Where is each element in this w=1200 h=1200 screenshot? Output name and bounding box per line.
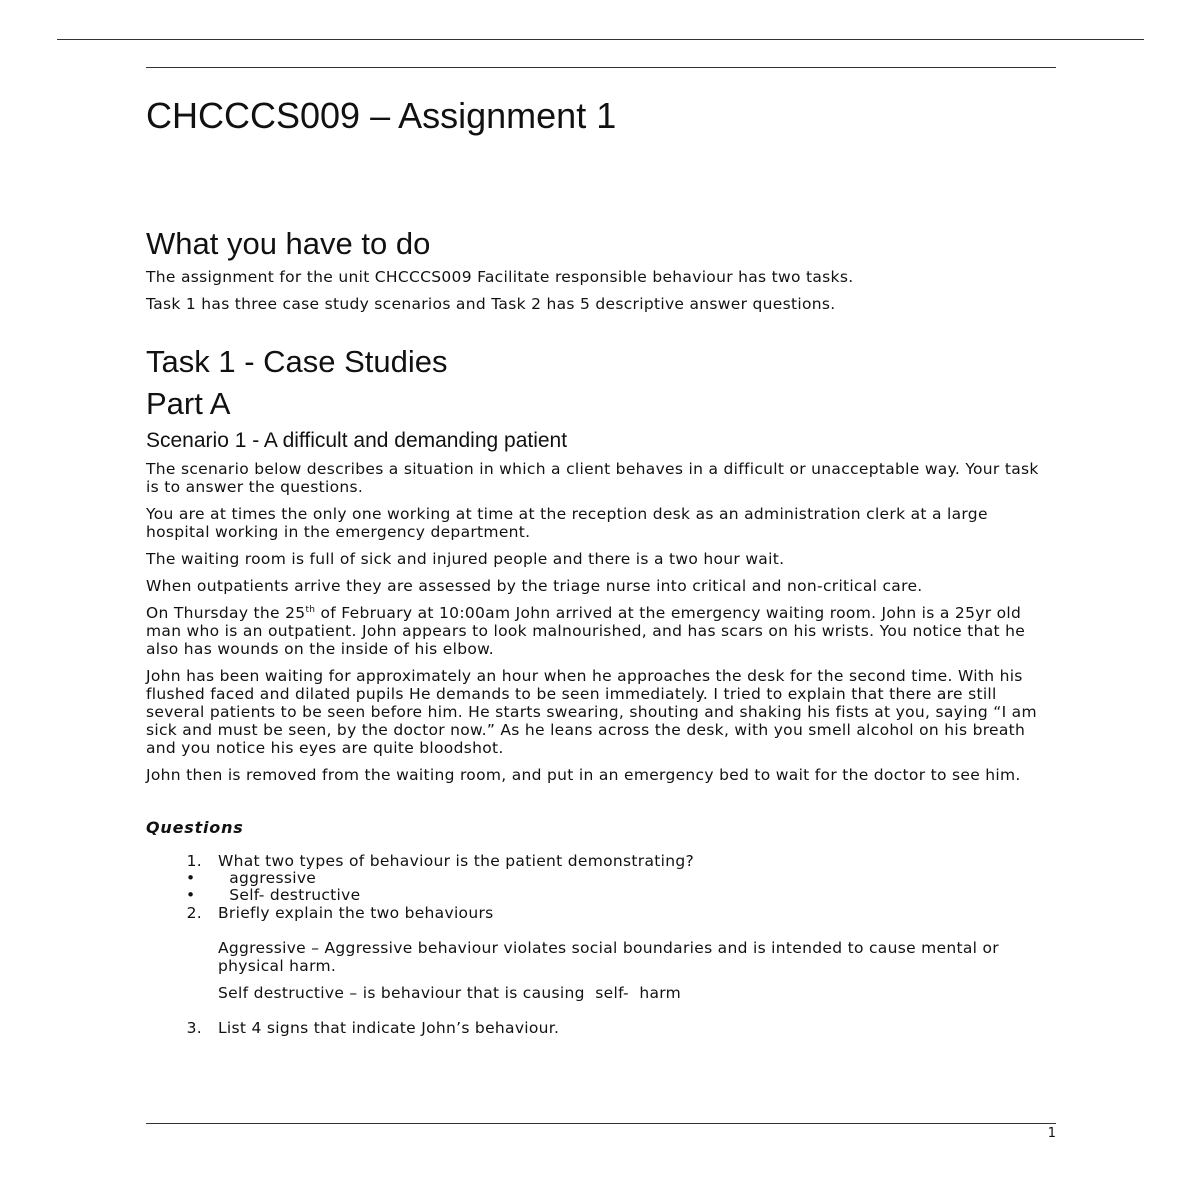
answer-block bbox=[218, 939, 1056, 1002]
question-text: List 4 signs that indicate John’s behaviour. bbox=[218, 1019, 560, 1037]
top-page-rule bbox=[57, 39, 1144, 40]
section-heading-task1: Task 1 - Case Studies bbox=[146, 344, 448, 379]
date-text-after: of February at 10:00am John arrived at the emergency waiting room. John is a 25yr old man who is an outpatient. John appears to look malnourished, and has scars on his wrists. You notice that he also has wounds on the inside of his elbow. bbox=[146, 604, 1026, 658]
scenario-paragraph: The waiting room is full of sick and injured people and there is a two hour wait. bbox=[146, 550, 785, 568]
ordinal-suffix: th bbox=[305, 604, 316, 615]
bullet-text: aggressive bbox=[224, 869, 317, 887]
scenario-paragraph: When outpatients arrive they are assessed by the triage nurse into critical and non-critical care. bbox=[146, 577, 923, 595]
question-number: 1. bbox=[186, 852, 202, 870]
scenario-paragraph: The scenario below describes a situation in which a client behaves in a difficult or unacceptable way. Your task is to answer the questions. bbox=[146, 460, 1039, 496]
scenario-paragraph: You are at times the only one working at time at the reception desk as an administration clerk at a large hospital working in the emergency department. bbox=[146, 505, 988, 541]
bullet-item bbox=[146, 870, 1056, 887]
question-number: 2. bbox=[186, 904, 202, 922]
page-number: 1 bbox=[1047, 1126, 1056, 1141]
question-item bbox=[146, 904, 1056, 922]
intro-paragraph: The assignment for the unit CHCCCS009 Facilitate responsible behaviour has two tasks. bbox=[146, 268, 854, 286]
question-text: Briefly explain the two behaviours bbox=[218, 904, 494, 922]
scenario-heading: Scenario 1 - A difficult and demanding patient bbox=[146, 429, 568, 452]
document-title: CHCCCS009 – Assignment 1 bbox=[146, 95, 617, 136]
section-heading-part-a: Part A bbox=[146, 386, 231, 421]
questions-list bbox=[146, 852, 1056, 1037]
scenario-paragraph: John then is removed from the waiting room, and put in an emergency bed to wait for the doctor to see him. bbox=[146, 766, 1021, 784]
question-item bbox=[146, 852, 1056, 870]
bullet-icon: • bbox=[186, 886, 196, 904]
section-heading-what-you-have-to-do: What you have to do bbox=[146, 226, 431, 261]
answer-paragraph: Self destructive – is behaviour that is causing self- harm bbox=[218, 984, 682, 1002]
answer-paragraph: Aggressive – Aggressive behaviour violates social boundaries and is intended to cause mental or physical harm. bbox=[218, 939, 999, 975]
question-text: What two types of behaviour is the patient demonstrating? bbox=[218, 852, 695, 870]
date-text-before: On Thursday the 25 bbox=[146, 604, 306, 622]
header-rule bbox=[146, 67, 1056, 68]
footer-rule bbox=[146, 1123, 1056, 1124]
bullet-item bbox=[146, 887, 1056, 904]
scenario-paragraph: John has been waiting for approximately an hour when he approaches the desk for the second time. With his flushed faced and dilated pupils He demands to be seen immediately. I tried to explain that there are still several patients to be seen before him. He starts swearing, shouting and shaking his fists at you, saying “I am sick and must be seen, by the doctor now.” As he leans across the desk, with you smell alcohol on his breath and you notice his eyes are quite bloodshot. bbox=[146, 667, 1037, 757]
bullet-icon: • bbox=[186, 869, 196, 887]
scenario-date-paragraph bbox=[146, 604, 1056, 658]
question-item bbox=[146, 1019, 1056, 1037]
intro-paragraph: Task 1 has three case study scenarios and Task 2 has 5 descriptive answer questions. bbox=[146, 295, 836, 313]
question-number: 3. bbox=[186, 1019, 202, 1037]
bullet-text: Self- destructive bbox=[224, 886, 361, 904]
document-page bbox=[146, 67, 1056, 1037]
questions-label: Questions bbox=[146, 818, 244, 837]
